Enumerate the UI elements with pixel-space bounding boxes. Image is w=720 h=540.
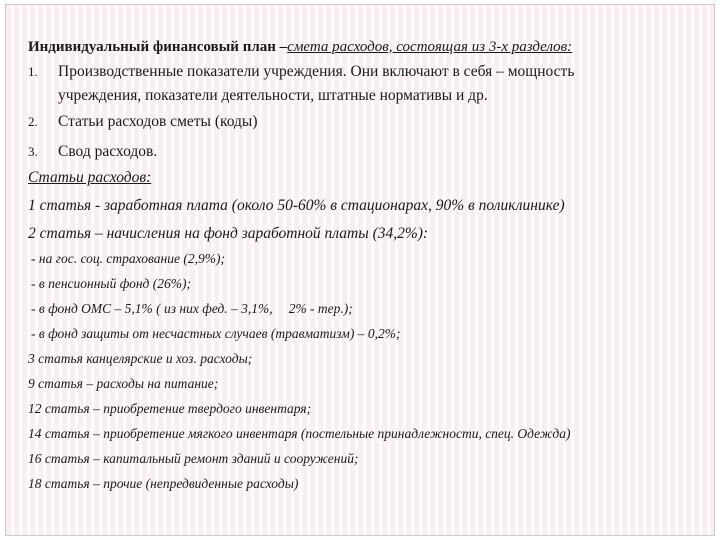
article-item: 9 статья – расходы на питание; [28,376,219,391]
item-number: 3. [28,144,38,159]
sub-item: - в фонд защиты от несчастных случаев (травматизм) – 0,2%; [31,326,401,341]
item-text [58,60,574,108]
plan-title [28,36,708,58]
sub-item: - в пенсионный фонд (26%); [31,276,191,291]
section-heading: Статьи расходов: [28,169,152,186]
article-1: 1 статья - заработная плата (около 50-60% в стационарах, 90% в поликлинике) [28,197,565,214]
numbered-item-1 [28,60,708,108]
plan-title-rest: смета расходов, состоящая из 3-х разделов: [287,39,573,55]
article-2: 2 статья – начисления на фонд заработной платы (34,2%): [28,225,429,242]
item-line: Свод расходов. [58,143,158,160]
numbered-item-3 [28,140,708,164]
item-line: учреждения, показатели деятельности, штатные нормативы и др. [58,87,488,104]
slide [5,4,715,536]
item-text [58,140,157,164]
item-line: Статьи расходов сметы (коды) [58,113,258,130]
item-number: 2. [28,114,38,129]
item-line: Производственные показатели учреждения. Они включают в себя – мощность [58,63,575,80]
sub-item-oms-part2: 2% - тер.); [288,301,353,316]
numbered-item-2 [28,110,708,134]
article-item: 14 статья – приобретение мягкого инвентаря (постельные принадлежности, спец. Одежда) [28,426,571,441]
article-item: 12 статья – приобретение твердого инвентаря; [28,401,312,416]
article-item: 18 статья – прочие (непредвиденные расходы) [28,476,299,491]
slide-content [28,36,708,496]
article-item: 16 статья – капитальный ремонт зданий и сооружений; [28,451,359,466]
article-item: 3 статья канцелярские и хоз. расходы; [28,351,253,366]
sub-item: - на гос. соц. страхование (2,9%); [31,251,225,266]
item-number: 1. [28,64,38,79]
plan-title-bold: Индивидуальный финансовый план – [28,39,288,55]
item-text [58,110,258,134]
sub-item-oms-part1: - в фонд ОМС – 5,1% ( из них фед. – 3,1%, [31,301,273,316]
sub-item-oms [28,297,708,321]
